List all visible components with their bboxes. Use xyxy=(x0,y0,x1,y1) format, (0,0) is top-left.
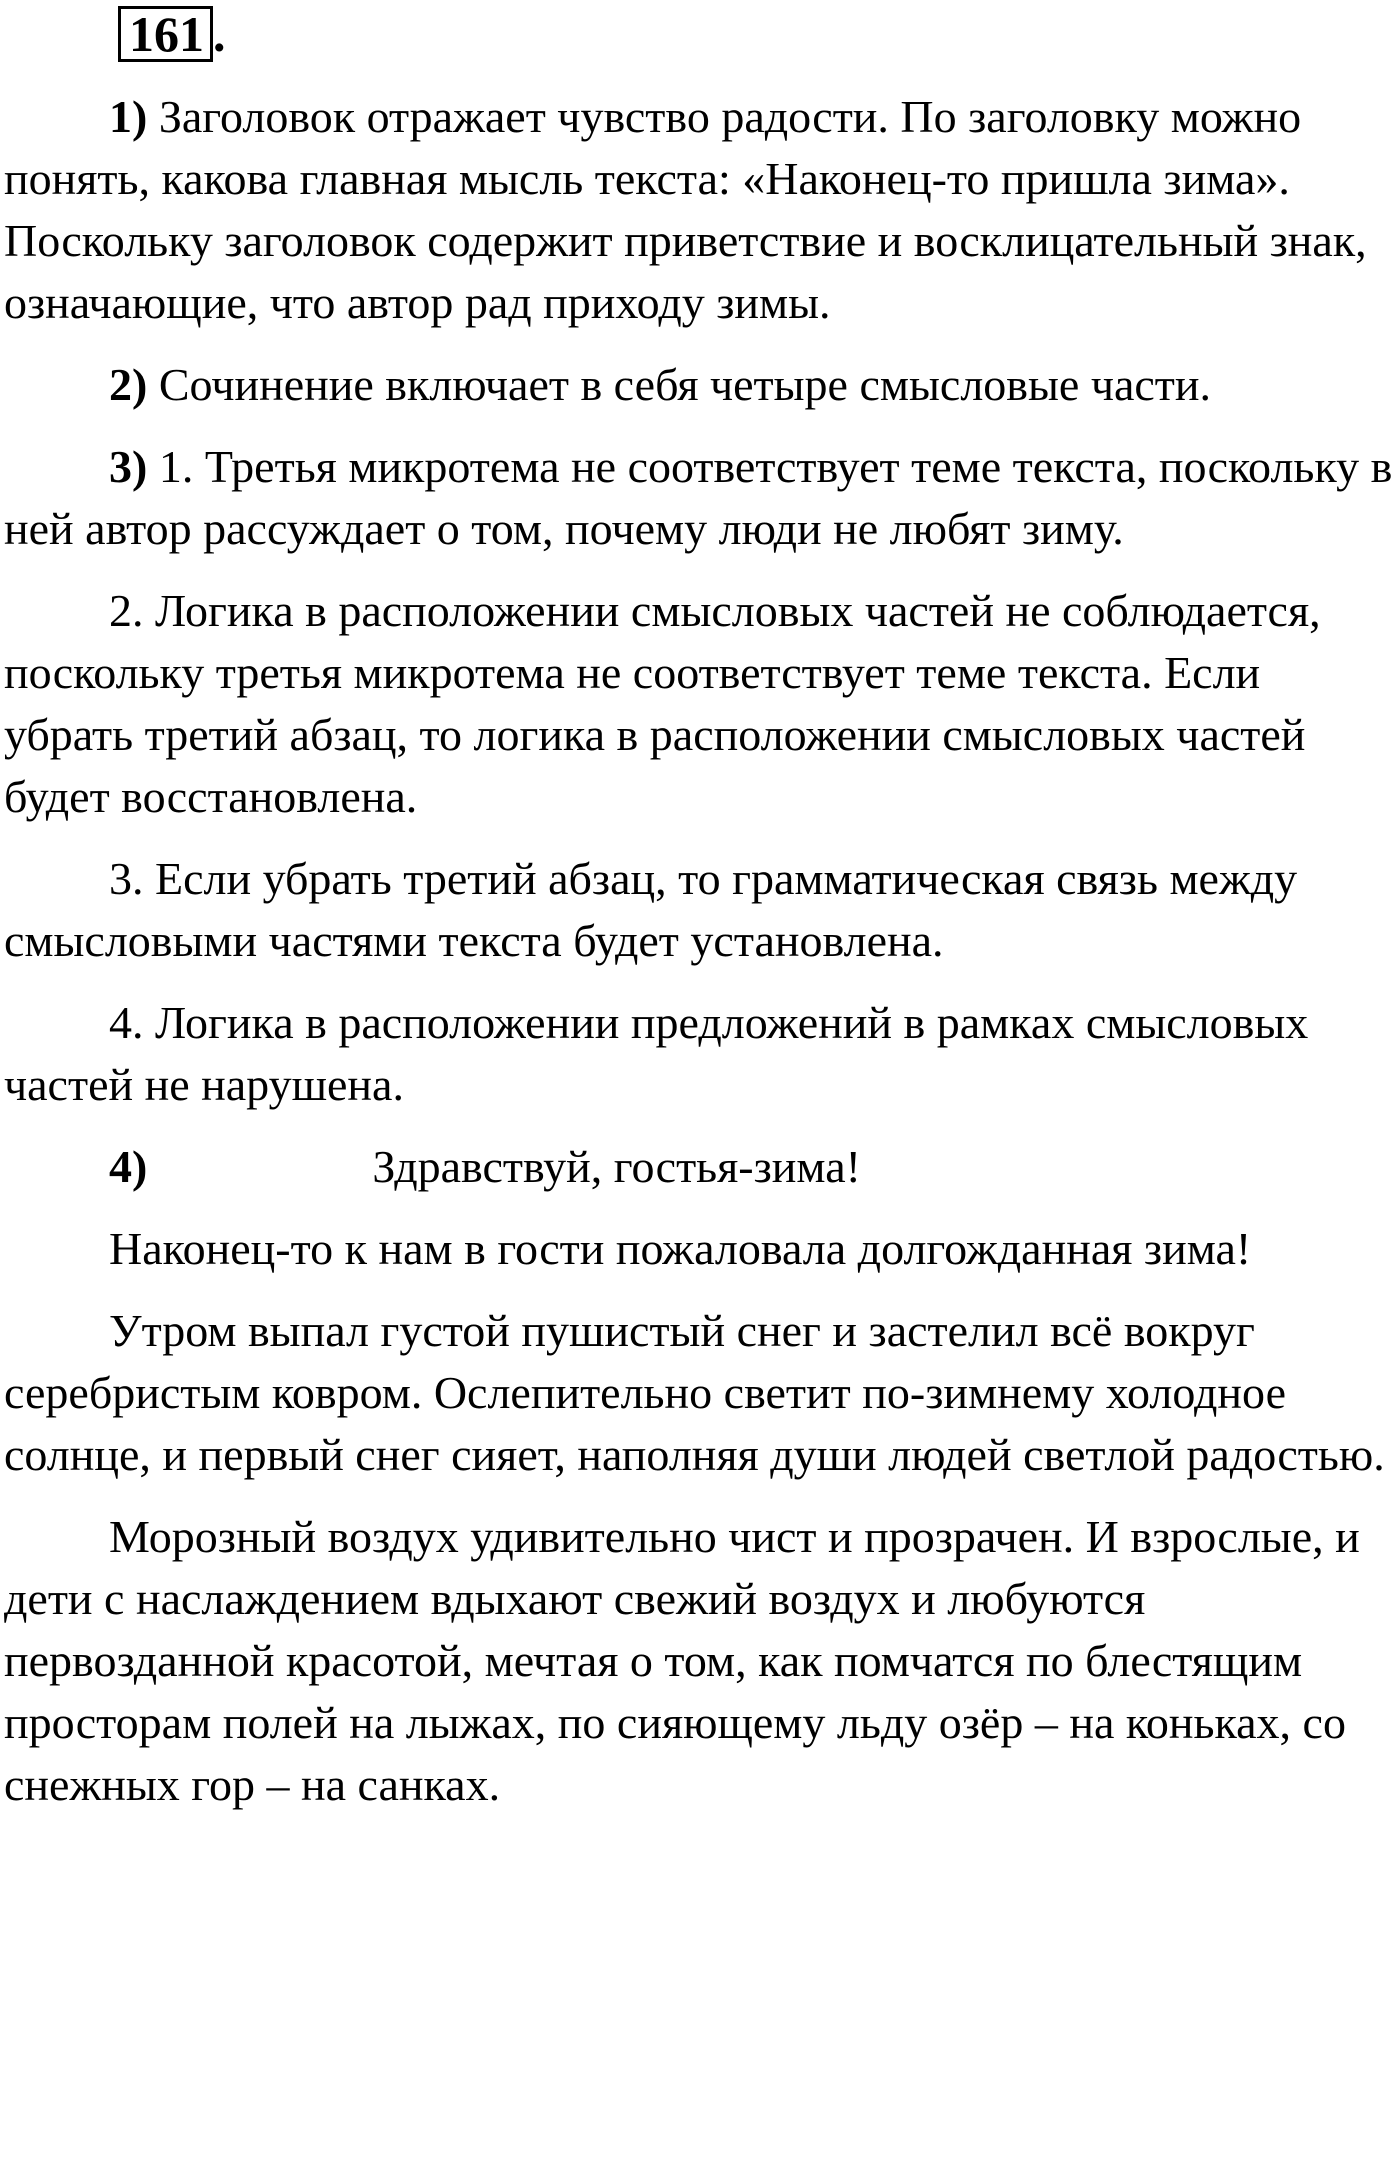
answer-label: 2) xyxy=(109,359,148,410)
answer-paragraph xyxy=(4,436,1396,560)
essay-label: 4) xyxy=(109,1141,148,1192)
essay-title-line xyxy=(4,1136,1396,1198)
essay-title: Здравствуй, гостья-зима! xyxy=(372,1141,861,1192)
answer-point: 3. Если убрать третий абзац, то грамматическая связь между смысловыми частями текста будет установлена. xyxy=(4,853,1298,966)
answer-text: Заголовок отражает чувство радости. По заголовку можно понять, какова главная мысль текста: «Наконец-то пришла зима». Поскольку заголовок содержит приветствие и восклицательный знак, означающие, что автор рад приходу зимы. xyxy=(4,91,1367,328)
answer-paragraph xyxy=(4,86,1396,334)
task-number xyxy=(118,6,226,62)
answer-content xyxy=(4,86,1396,1836)
answer-text: 1. Третья микротема не соответствует теме текста, поскольку в ней автор рассуждает о том, почему люди не любят зиму. xyxy=(4,441,1393,554)
essay-paragraph: Морозный воздух удивительно чист и прозрачен. И взрослые, и дети с наслаждением вдыхают свежий воздух и любуются первозданной красотой, мечтая о том, как помчатся по блестящим просторам полей на лыжах, по сияющему льду озёр – на коньках, со снежных гор – на санках. xyxy=(4,1511,1360,1810)
answer-paragraph xyxy=(4,354,1396,416)
answer-label: 3) xyxy=(109,441,148,492)
essay-paragraph: Наконец-то к нам в гости пожаловала долгожданная зима! xyxy=(109,1223,1252,1274)
task-number-suffix: . xyxy=(213,6,226,62)
answer-point: 2. Логика в расположении смысловых частей не соблюдается, поскольку третья микротема не соответствует теме текста. Если убрать третий абзац, то логика в расположении смысловых частей будет восстановлена. xyxy=(4,585,1321,822)
task-number-box: 161 xyxy=(118,6,213,62)
answer-point: 4. Логика в расположении предложений в рамках смысловых частей не нарушена. xyxy=(4,997,1309,1110)
answer-label: 1) xyxy=(109,91,148,142)
essay-paragraph: Утром выпал густой пушистый снег и застелил всё вокруг серебристым ковром. Ослепительно светит по-зимнему холодное солнце, и первый снег сияет, наполняя души людей светлой радостью. xyxy=(4,1305,1385,1480)
answer-text: Сочинение включает в себя четыре смысловые части. xyxy=(147,359,1212,410)
